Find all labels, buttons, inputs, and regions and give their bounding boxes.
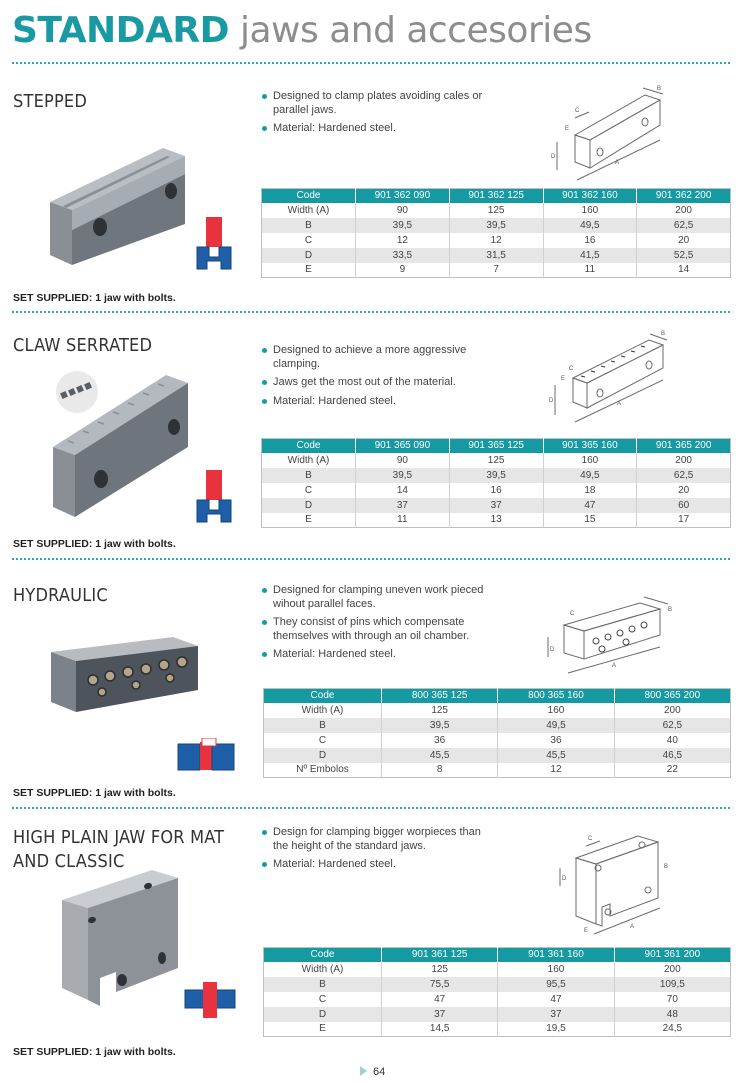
table-cell: E xyxy=(264,1022,382,1037)
table-row xyxy=(262,203,731,218)
section-title xyxy=(13,826,224,874)
section-title: HYDRAULIC xyxy=(13,585,108,606)
feature-item: Designed to clamp plates avoiding cales or parallel jaws. xyxy=(262,90,492,117)
high-plain-jaw-technical-drawing xyxy=(548,828,678,938)
table-cell: Nº Embolos xyxy=(264,763,382,778)
table-row xyxy=(262,233,731,248)
table-cell: 12 xyxy=(356,233,450,248)
table-header: Code xyxy=(262,439,356,453)
table-cell: 13 xyxy=(449,513,543,528)
feature-list xyxy=(262,584,492,667)
table-cell: D xyxy=(264,1007,382,1022)
table-cell: 11 xyxy=(543,263,637,278)
table-cell: 31,5 xyxy=(449,248,543,263)
table-cell: 125 xyxy=(449,453,543,468)
table-cell: D xyxy=(264,748,382,763)
table-cell: 18 xyxy=(543,483,637,498)
table-cell: 62,5 xyxy=(614,718,730,733)
table-cell: 200 xyxy=(675,204,692,216)
page-title-bold: STANDARD xyxy=(12,10,230,51)
hydraulic-technical-drawing xyxy=(540,595,680,685)
table-cell: 48 xyxy=(614,1007,730,1022)
table-cell: 17 xyxy=(678,514,690,526)
feature-item: Material: Hardened steel. xyxy=(262,648,492,662)
dim-label-a: A xyxy=(615,160,620,166)
table-cell: 16 xyxy=(449,483,543,498)
table-row xyxy=(262,263,731,278)
table-cell: 160 xyxy=(543,453,637,468)
feature-item: Material: Hardened steel. xyxy=(262,858,492,872)
set-supplied-note: SET SUPPLIED: 1 jaw with bolts. xyxy=(13,787,176,799)
section-title: STEPPED xyxy=(13,91,88,112)
spec-table xyxy=(261,188,731,278)
table-cell: 200 xyxy=(663,704,681,716)
page-title xyxy=(12,10,592,51)
dim-label-e: E xyxy=(565,126,570,132)
page-number: 64 xyxy=(373,1066,386,1078)
table-header: 901 362 090 xyxy=(356,189,450,203)
table-cell: 14 xyxy=(356,483,450,498)
table-cell: E xyxy=(262,263,356,278)
table-cell: 22 xyxy=(666,764,678,776)
table-header: 901 362 125 xyxy=(449,189,543,203)
table-cell: D xyxy=(262,498,356,513)
claw-serrated-jaw-image xyxy=(48,365,198,525)
dim-label-d: D xyxy=(550,647,555,653)
set-supplied-note: SET SUPPLIED: 1 jaw with bolts. xyxy=(13,292,176,304)
table-cell: 47 xyxy=(498,992,614,1007)
jaw-position-icon xyxy=(195,215,235,270)
table-cell: 160 xyxy=(543,203,637,218)
table-row xyxy=(264,703,731,718)
dim-label-c: C xyxy=(569,366,574,372)
dim-label-b: B xyxy=(668,607,673,613)
section-title-line: AND CLASSIC xyxy=(13,851,125,872)
table-row xyxy=(264,733,731,748)
table-cell: 62,5 xyxy=(637,218,731,233)
jaw-position-icon xyxy=(195,468,235,523)
table-cell: 39,5 xyxy=(382,718,498,733)
page-title-rest: jaws and accesories xyxy=(239,10,592,51)
table-cell: 7 xyxy=(449,263,543,278)
table-cell: 37 xyxy=(356,498,450,513)
page-footer xyxy=(360,1066,385,1078)
table-cell: C xyxy=(262,233,356,248)
table-cell: 14 xyxy=(678,264,690,276)
table-cell: 200 xyxy=(663,963,681,975)
table-cell: C xyxy=(264,992,382,1007)
table-cell: 109,5 xyxy=(614,977,730,992)
table-cell: B xyxy=(262,468,356,483)
table-cell: Width (A) xyxy=(262,453,356,468)
table-cell: 14,5 xyxy=(382,1022,498,1037)
feature-item: Material: Hardened steel. xyxy=(262,395,492,409)
table-cell: Width (A) xyxy=(264,962,382,977)
dim-label-b: B xyxy=(664,864,669,870)
table-cell: 70 xyxy=(666,993,678,1005)
table-cell: 39,5 xyxy=(356,218,450,233)
table-row xyxy=(262,468,731,483)
table-cell: C xyxy=(262,483,356,498)
table-cell: 37 xyxy=(449,498,543,513)
table-cell: B xyxy=(262,218,356,233)
dim-label-c: C xyxy=(588,836,593,842)
table-row xyxy=(264,1022,731,1037)
table-cell: 37 xyxy=(382,1007,498,1022)
set-supplied-note: SET SUPPLIED: 1 jaw with bolts. xyxy=(13,538,176,550)
table-cell: 62,5 xyxy=(637,468,731,483)
feature-item: Designed for clamping uneven work pieced wihout parallel faces. xyxy=(262,584,492,611)
feature-item: Designed to achieve a more aggressive clamping. xyxy=(262,344,492,371)
table-cell: 90 xyxy=(356,203,450,218)
table-row xyxy=(264,718,731,733)
table-cell: 33,5 xyxy=(356,248,450,263)
dim-label-d: D xyxy=(562,876,567,882)
table-row xyxy=(264,962,731,977)
table-header: 901 361 125 xyxy=(382,948,498,962)
table-cell: 125 xyxy=(382,962,498,977)
table-header: 901 365 125 xyxy=(449,439,543,453)
table-cell: 90 xyxy=(356,453,450,468)
dim-label-a: A xyxy=(612,663,617,669)
table-cell: D xyxy=(262,248,356,263)
dim-label-d: D xyxy=(549,398,554,404)
table-cell: 39,5 xyxy=(356,468,450,483)
jaw-position-icon xyxy=(183,980,238,1020)
section-divider xyxy=(12,558,730,560)
jaw-position-icon xyxy=(176,738,236,773)
table-row xyxy=(264,1007,731,1022)
table-cell: Width (A) xyxy=(264,703,382,718)
table-cell: 160 xyxy=(498,703,614,718)
triangle-icon xyxy=(360,1066,367,1076)
section-divider xyxy=(12,311,730,313)
dim-label-b: B xyxy=(657,86,662,92)
table-cell: 45,5 xyxy=(382,748,498,763)
section-title: CLAW SERRATED xyxy=(13,335,153,356)
table-cell: 16 xyxy=(543,233,637,248)
table-row xyxy=(262,513,731,528)
feature-item: Material: Hardened steel. xyxy=(262,122,492,136)
table-cell: 41,5 xyxy=(543,248,637,263)
table-cell: 45,5 xyxy=(498,748,614,763)
feature-item: Jaws get the most out of the material. xyxy=(262,376,492,390)
table-row xyxy=(262,453,731,468)
spec-table xyxy=(263,947,731,1037)
feature-list xyxy=(262,90,492,141)
header-divider xyxy=(12,62,730,64)
section-divider xyxy=(12,807,730,809)
feature-item: Design for clamping bigger worpieces than the height of the standard jaws. xyxy=(262,826,492,853)
table-cell: 49,5 xyxy=(543,468,637,483)
table-cell: 46,5 xyxy=(614,748,730,763)
dim-label-c: C xyxy=(570,611,575,617)
table-cell: 19,5 xyxy=(498,1022,614,1037)
table-cell: 39,5 xyxy=(449,218,543,233)
high-plain-jaw-image xyxy=(60,868,190,1018)
table-header: 901 361 160 xyxy=(498,948,614,962)
table-row xyxy=(264,992,731,1007)
table-cell: 20 xyxy=(678,234,690,246)
table-cell: 40 xyxy=(666,734,678,746)
dim-label-c: C xyxy=(575,108,580,114)
table-cell: 125 xyxy=(382,703,498,718)
table-cell: 36 xyxy=(498,733,614,748)
table-cell: 95,5 xyxy=(498,977,614,992)
claw-serrated-technical-drawing xyxy=(545,330,675,430)
table-cell: 37 xyxy=(498,1007,614,1022)
table-cell: 47 xyxy=(543,498,637,513)
feature-list xyxy=(262,826,492,877)
table-cell: 75,5 xyxy=(382,977,498,992)
dim-label-d: D xyxy=(551,154,556,160)
hydraulic-jaw-image xyxy=(48,632,203,717)
table-cell: 8 xyxy=(382,763,498,778)
dim-label-e: E xyxy=(561,376,566,382)
table-row xyxy=(262,218,731,233)
table-cell: 36 xyxy=(382,733,498,748)
table-cell: 52,5 xyxy=(637,248,731,263)
spec-table xyxy=(263,688,731,778)
table-cell: 12 xyxy=(449,233,543,248)
table-cell: 20 xyxy=(678,484,690,496)
section-title-line: HIGH PLAIN JAW FOR MAT xyxy=(13,827,225,848)
table-row xyxy=(264,763,731,778)
table-cell: Width (A) xyxy=(262,203,356,218)
table-header: 901 362 200 xyxy=(637,189,731,203)
table-header: 901 365 160 xyxy=(543,439,637,453)
table-cell: 24,5 xyxy=(662,1023,683,1035)
table-header: 901 365 090 xyxy=(356,439,450,453)
table-cell: 39,5 xyxy=(449,468,543,483)
table-row xyxy=(262,498,731,513)
table-cell: 49,5 xyxy=(498,718,614,733)
table-cell: 15 xyxy=(543,513,637,528)
stepped-jaw-image xyxy=(45,140,195,270)
table-cell: 60 xyxy=(637,498,731,513)
table-header: Code xyxy=(264,948,382,962)
table-cell: 49,5 xyxy=(543,218,637,233)
spec-table xyxy=(261,438,731,528)
table-cell: 11 xyxy=(356,513,450,528)
set-supplied-note: SET SUPPLIED: 1 jaw with bolts. xyxy=(13,1046,176,1058)
table-cell: C xyxy=(264,733,382,748)
table-header: 800 365 200 xyxy=(614,689,730,703)
dim-label-e: E xyxy=(584,928,589,934)
table-row xyxy=(264,977,731,992)
feature-list xyxy=(262,344,492,413)
table-cell: 9 xyxy=(356,263,450,278)
feature-item: They consist of pins which compensate themselves with through an oil chamber. xyxy=(262,616,492,643)
dim-label-b: B xyxy=(661,331,666,337)
table-header: 901 362 160 xyxy=(543,189,637,203)
table-cell: 200 xyxy=(675,454,692,466)
table-cell: B xyxy=(264,977,382,992)
table-cell: E xyxy=(262,513,356,528)
stepped-technical-drawing xyxy=(545,80,675,190)
table-cell: 160 xyxy=(498,962,614,977)
dim-label-a: A xyxy=(630,924,635,930)
table-row xyxy=(262,483,731,498)
table-cell: 125 xyxy=(449,203,543,218)
table-header: Code xyxy=(264,689,382,703)
table-header: 800 365 125 xyxy=(382,689,498,703)
table-header: Code xyxy=(262,189,356,203)
table-cell: 47 xyxy=(382,992,498,1007)
table-cell: 12 xyxy=(498,763,614,778)
table-row xyxy=(262,248,731,263)
table-header: 901 361 200 xyxy=(614,948,730,962)
dim-label-a: A xyxy=(617,401,622,407)
table-row xyxy=(264,748,731,763)
table-cell: B xyxy=(264,718,382,733)
table-header: 800 365 160 xyxy=(498,689,614,703)
table-header: 901 365 200 xyxy=(637,439,731,453)
